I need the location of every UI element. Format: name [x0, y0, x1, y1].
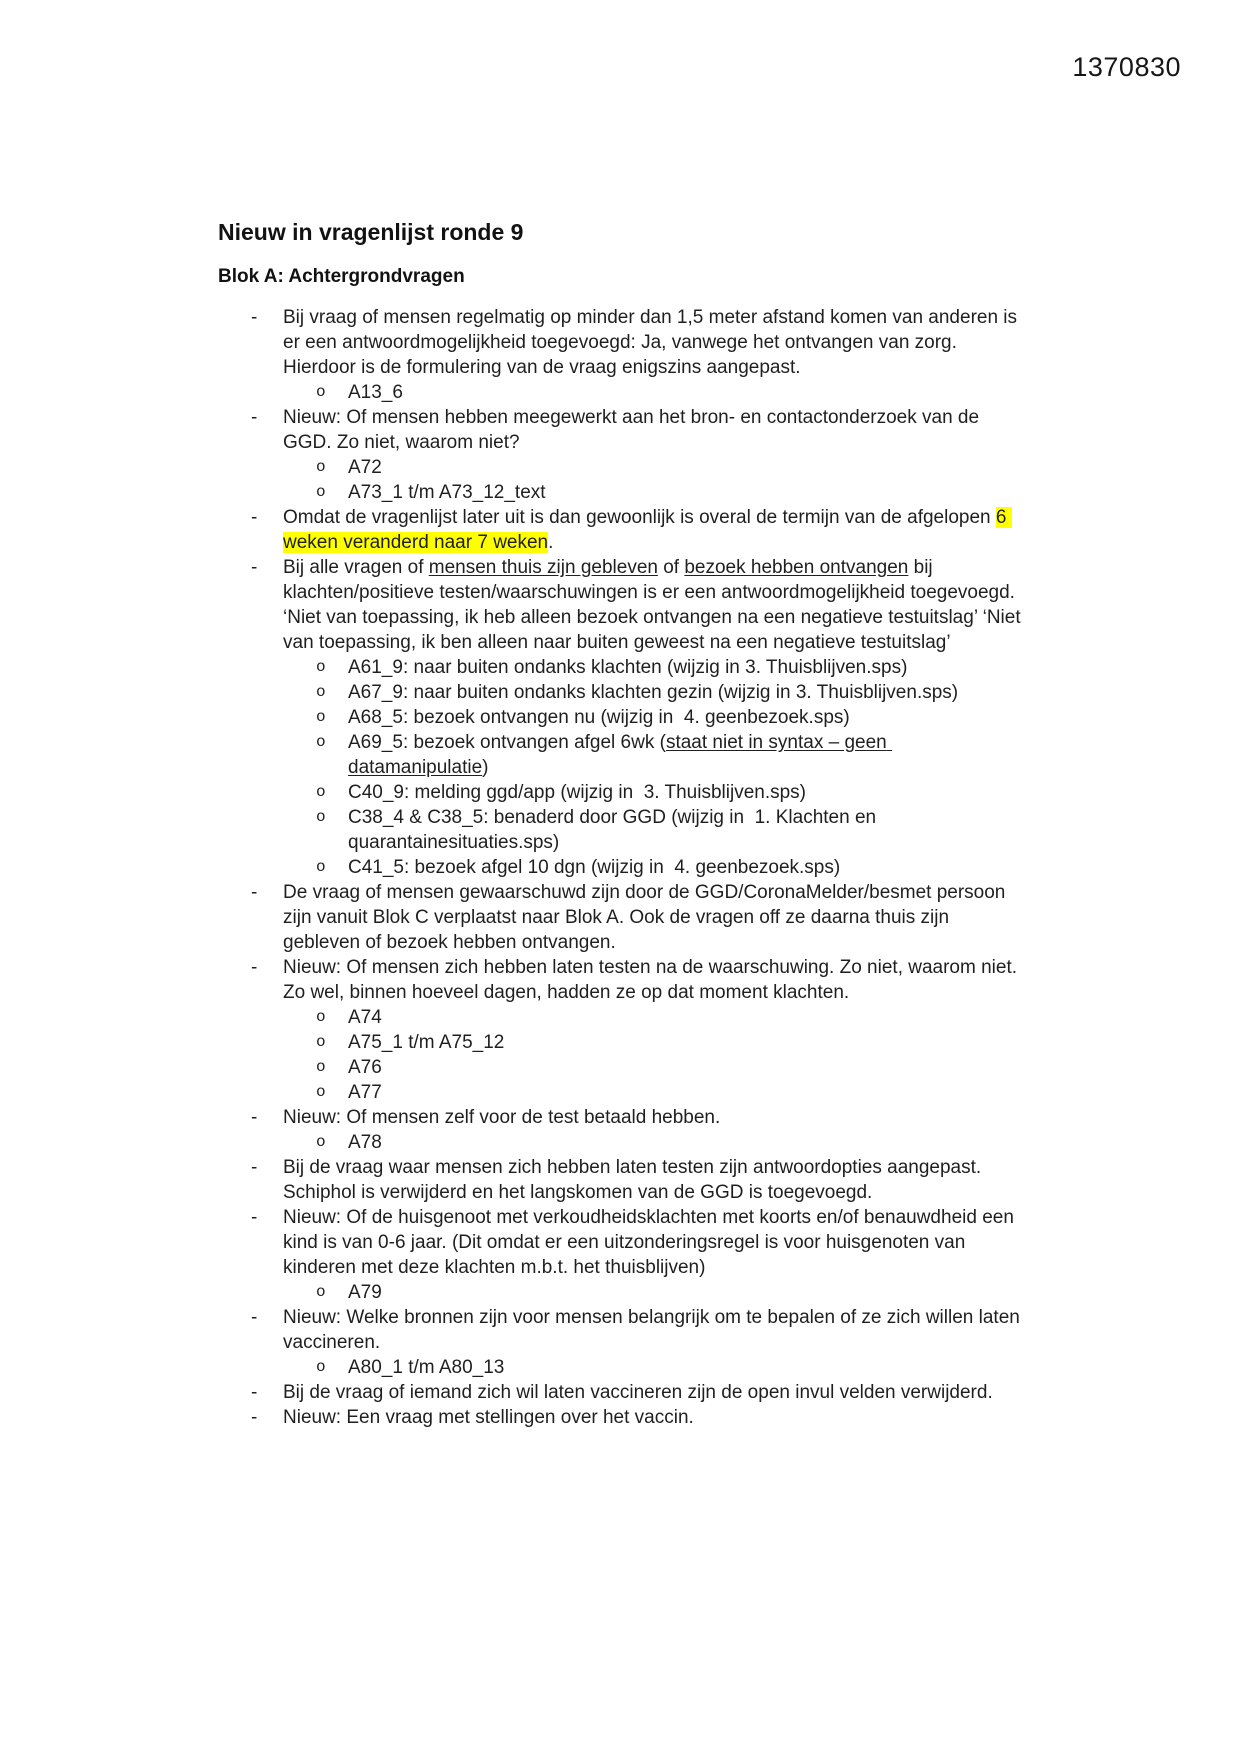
- list-item: [218, 880, 1023, 955]
- text-segment: A76: [348, 1057, 382, 1078]
- sub-list-item: [283, 705, 1023, 730]
- list-item: [218, 405, 1023, 505]
- sub-list-item: [283, 1005, 1023, 1030]
- text-segment: ): [482, 757, 489, 778]
- text-segment: Nieuw: Of mensen zelf voor de test betaald hebben.: [283, 1107, 721, 1128]
- text-segment: De vraag of mensen gewaarschuwd zijn door de GGD/CoronaMelder/besmet persoon zijn vanuit Blok C verplaatst naar Blok A. Ook de vragen off ze daarna thuis zijn gebleven of bezoek hebben ontvangen.: [283, 882, 1011, 953]
- text-segment: Omdat de vragenlijst later uit is dan gewoonlijk is overal de termijn van de afgelopen: [283, 507, 996, 528]
- text-segment: bij klachten/positieve testen/waarschuwingen is er een antwoordmogelijkheid toegevoegd. ‘Niet van toepassing, ik heb alleen bezoek ontvangen na een negatieve testuitslag’ ‘Niet van toepassing, ik ben alleen naar buiten geweest na een negatieve testuitslag’: [283, 557, 1026, 653]
- list-item-text: [283, 405, 1023, 455]
- text-segment: Nieuw: Of mensen hebben meegewerkt aan het bron- en contactonderzoek van de GGD. Zo niet, waarom niet?: [283, 407, 985, 453]
- sub-list-item: [283, 1355, 1023, 1380]
- list-item: [218, 1105, 1023, 1155]
- text-segment: A75_1 t/m A75_12: [348, 1032, 505, 1053]
- list-item-text: [283, 305, 1023, 380]
- list-item-text: [283, 1405, 1023, 1430]
- text-segment: Bij de vraag of iemand zich wil laten vaccineren zijn de open invul velden verwijderd.: [283, 1382, 993, 1403]
- list-item-text: [283, 1380, 1023, 1405]
- text-segment: A79: [348, 1282, 382, 1303]
- list-item: [218, 555, 1026, 880]
- sub-list-item: [283, 1280, 1023, 1305]
- underlined-text: staat niet in syntax – geen datamanipulatie: [348, 732, 892, 778]
- document-content: [218, 218, 1026, 1430]
- text-segment: A61_9: naar buiten ondanks klachten (wijzig in 3. Thuisblijven.sps): [348, 657, 908, 678]
- list-item: [218, 1405, 1023, 1430]
- text-segment: A73_1 t/m A73_12_text: [348, 482, 546, 503]
- text-segment: C40_9: melding ggd/app (wijzig in 3. Thuisblijven.sps): [348, 782, 807, 803]
- list-item-text: [283, 1305, 1026, 1355]
- sub-list-item: [283, 680, 1023, 705]
- sub-list-item: [283, 380, 1023, 405]
- text-segment: A72: [348, 457, 382, 478]
- list-item-text: [283, 1105, 1023, 1130]
- sub-list-item: [283, 480, 1023, 505]
- list-item: [218, 1155, 1023, 1205]
- text-segment: Nieuw: Of mensen zich hebben laten testen na de waarschuwing. Zo niet, waarom niet. Zo wel, binnen hoeveel dagen, hadden ze op dat moment klachten.: [283, 957, 1023, 1003]
- list-item-text: [283, 505, 1023, 555]
- sub-list-item: [283, 805, 1023, 855]
- sub-list-item: [283, 1130, 1023, 1155]
- list-item-text: [283, 1205, 1023, 1280]
- sub-list-item: [283, 1055, 1023, 1080]
- text-segment: of: [657, 557, 685, 578]
- list-item: [218, 1380, 1023, 1405]
- list-item-text: [283, 955, 1023, 1005]
- underlined-text: mensen thuis zijn gebleven: [428, 557, 658, 578]
- bullet-list: [218, 305, 1026, 1430]
- text-segment: A69_5: bezoek ontvangen afgel 6wk (: [348, 732, 666, 753]
- sub-list-item: [283, 655, 1023, 680]
- text-segment: Nieuw: Een vraag met stellingen over het vaccin.: [283, 1407, 694, 1428]
- sub-list-item: [283, 1030, 1023, 1055]
- list-item-text: [283, 880, 1023, 955]
- text-segment: C38_4 & C38_5: benaderd door GGD (wijzig in 1. Klachten en quarantainesituaties.sps): [348, 807, 882, 853]
- underlined-text: bezoek hebben ontvangen: [684, 557, 909, 578]
- sub-list-item: [283, 780, 1023, 805]
- list-item: [218, 505, 1023, 555]
- sub-list-item: [283, 855, 1023, 880]
- sub-list-item: [283, 455, 1023, 480]
- section-heading: Blok A: Achtergrondvragen: [218, 266, 465, 287]
- list-item: [218, 1305, 1026, 1380]
- sub-list-item: [283, 1080, 1023, 1105]
- page-title: Nieuw in vragenlijst ronde 9: [218, 219, 524, 245]
- text-segment: Bij alle vragen of: [283, 557, 429, 578]
- text-segment: .: [548, 532, 554, 553]
- text-segment: C41_5: bezoek afgel 10 dgn (wijzig in 4. geenbezoek.sps): [348, 857, 841, 878]
- text-segment: A78: [348, 1132, 382, 1153]
- list-item-text: [283, 1155, 1023, 1205]
- text-segment: Bij de vraag waar mensen zich hebben laten testen zijn antwoordopties aangepast. Schiphol is verwijderd en het langskomen van de GGD is toegevoegd.: [283, 1157, 987, 1203]
- text-segment: A77: [348, 1082, 382, 1103]
- text-segment: Nieuw: Of de huisgenoot met verkoudheidsklachten met koorts en/of benauwdheid een kind is van 0-6 jaar. (Dit omdat er een uitzonderingsregel is voor huisgenoten van kinderen met deze klachten m.b.t. het thuisblijven): [283, 1207, 1020, 1278]
- list-item: [218, 305, 1023, 405]
- text-segment: Bij vraag of mensen regelmatig op minder dan 1,5 meter afstand komen van anderen is er een antwoordmogelijkheid toegevoegd: Ja, vanwege het ontvangen van zorg. Hierdoor is de formulering van de vraag enigszins aangepast.: [283, 307, 1023, 378]
- sub-list-item: [283, 730, 1023, 780]
- highlighted-text: 6 weken veranderd naar 7 weken: [283, 507, 1012, 553]
- list-item-text: [283, 555, 1026, 655]
- text-segment: A80_1 t/m A80_13: [348, 1357, 505, 1378]
- text-segment: A13_6: [348, 382, 403, 403]
- text-segment: Nieuw: Welke bronnen zijn voor mensen belangrijk om te bepalen of ze zich willen laten vaccineren.: [283, 1307, 1026, 1353]
- text-segment: A74: [348, 1007, 382, 1028]
- text-segment: A68_5: bezoek ontvangen nu (wijzig in 4. geenbezoek.sps): [348, 707, 850, 728]
- text-segment: A67_9: naar buiten ondanks klachten gezin (wijzig in 3. Thuisblijven.sps): [348, 682, 959, 703]
- list-item: [218, 955, 1023, 1105]
- list-item: [218, 1205, 1023, 1305]
- page-number: 1370830: [1072, 52, 1181, 82]
